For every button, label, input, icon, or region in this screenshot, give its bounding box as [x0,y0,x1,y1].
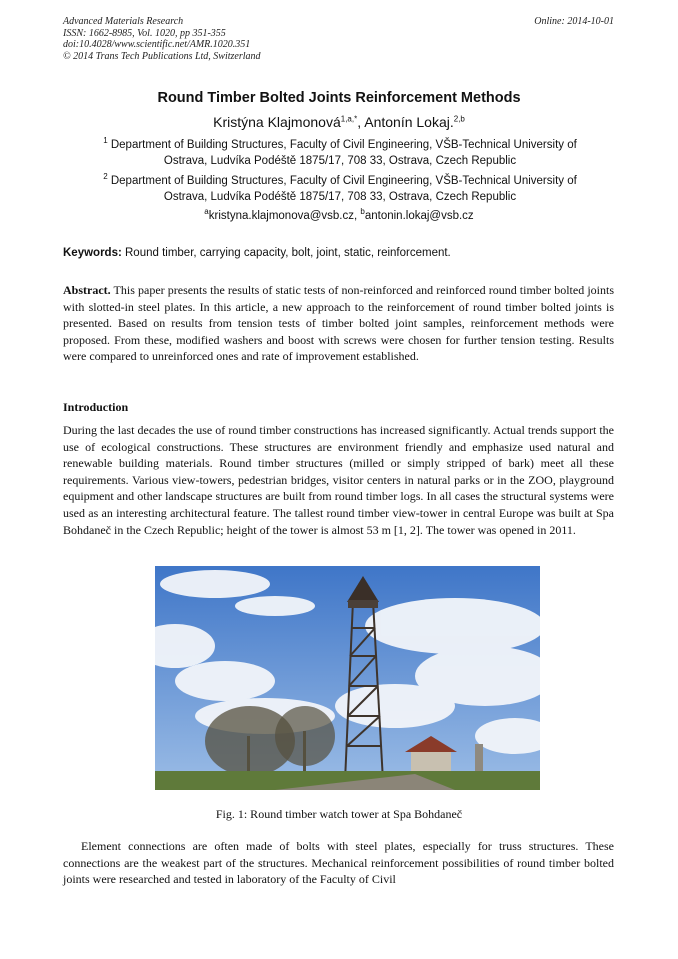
author-1: Kristýna Klajmonová [213,114,341,130]
affiliation-2 [70,174,610,205]
affiliation-line: Department of Building Structures, Faculty of Civil Engineering, VŠB-Technical University of [110,175,577,187]
figure-caption: Fig. 1: Round timber watch tower at Spa Bohdaneč [215,807,463,821]
author-emails [0,207,678,222]
journal-copyright: © 2014 Trans Tech Publications Ltd, Switzerland [63,50,261,62]
author-2-sup: 2,b [453,114,465,124]
author-separator: , [357,114,365,130]
author-2: Antonín Lokaj. [364,114,454,130]
introduction-heading: Introduction [63,400,129,414]
abstract [63,282,614,365]
email-a-mark: a [204,207,209,217]
affiliation-line: Ostrava, Ludvíka Podéště 1875/17, 708 33, Ostrava, Czech Republic [163,190,517,203]
affiliation-line: Department of Building Structures, Faculty of Civil Engineering, VŠB-Technical University of [110,139,577,151]
keywords-text: Round timber, carrying capacity, bolt, joint, static, reinforcement. [121,247,451,259]
affiliation-mark: 2 [103,172,108,182]
tower-photo [155,566,540,790]
introduction-paragraph-1: During the last decades the use of round timber constructions has increased significantly. Actual trends support the use of ecological constructions. These structures are environment friendly and emphasize used natural and renewable building materials. Round timber structures (milled or simply stripped of bark) meet all these requirements. Various view-towers, pedestrian bridges, visitor centers in natural parks or in the ZOO, playground equipment and other landscape structures are built from round timber logs. In all cases the structural systems were used as an interesting architectural feature. The tallest round timber view-tower in central Europe was built at Spa Bohdaneč in the Czech Republic; height of the tower is almost 53 m [1, 2]. The tower was opened in 2011. [63,423,614,537]
email-b-mark: b [360,207,365,217]
online-date: Online: 2014-10-01 [534,16,614,27]
affiliation-mark: 1 [103,136,108,146]
abstract-text: This paper presents the results of static tests of non-reinforced and reinforced round timber bolted joints with slotted-in steel plates. In this article, a new approach to the reinforcement of round timber bolted joints is presented. Based on results from tension tests of timber bolted joint samples, reinforcement methods were proposed. From these, modified washers and boost with screws were chosen for further tension testing. Results were compared to unreinforced ones and rate of improvement established. [63,283,614,364]
affiliation-1 [70,138,610,169]
author-1-sup: 1,a,* [340,114,358,124]
journal-info [63,16,261,62]
email-b[interactable]: antonin.lokaj@vsb.cz [364,210,474,222]
paper-title: Round Timber Bolted Joints Reinforcement Methods [157,90,521,106]
keywords-label: Keywords: [63,247,122,259]
author-line [0,114,678,130]
journal-doi: doi:10.4028/www.scientific.net/AMR.1020.351 [63,39,251,50]
introduction-paragraph-2: Element connections are often made of bolts with steel plates, especially for truss structures. These connections are the weakest part of the structures. Mechanical reinforcement possibilities of round timber bolted joints were researched and tested in laboratory of the Faculty of Civil [63,839,614,887]
tower-deck [348,600,378,608]
abstract-label: Abstract. [63,283,111,297]
affiliation-line: Ostrava, Ludvíka Podéště 1875/17, 708 33, Ostrava, Czech Republic [163,154,517,167]
journal-name: Advanced Materials Research [63,16,184,27]
journal-issn: ISSN: 1662-8985, Vol. 1020, pp 351-355 [63,27,226,39]
keywords [63,247,615,259]
email-a[interactable]: kristyna.klajmonova@vsb.cz, [208,210,361,222]
